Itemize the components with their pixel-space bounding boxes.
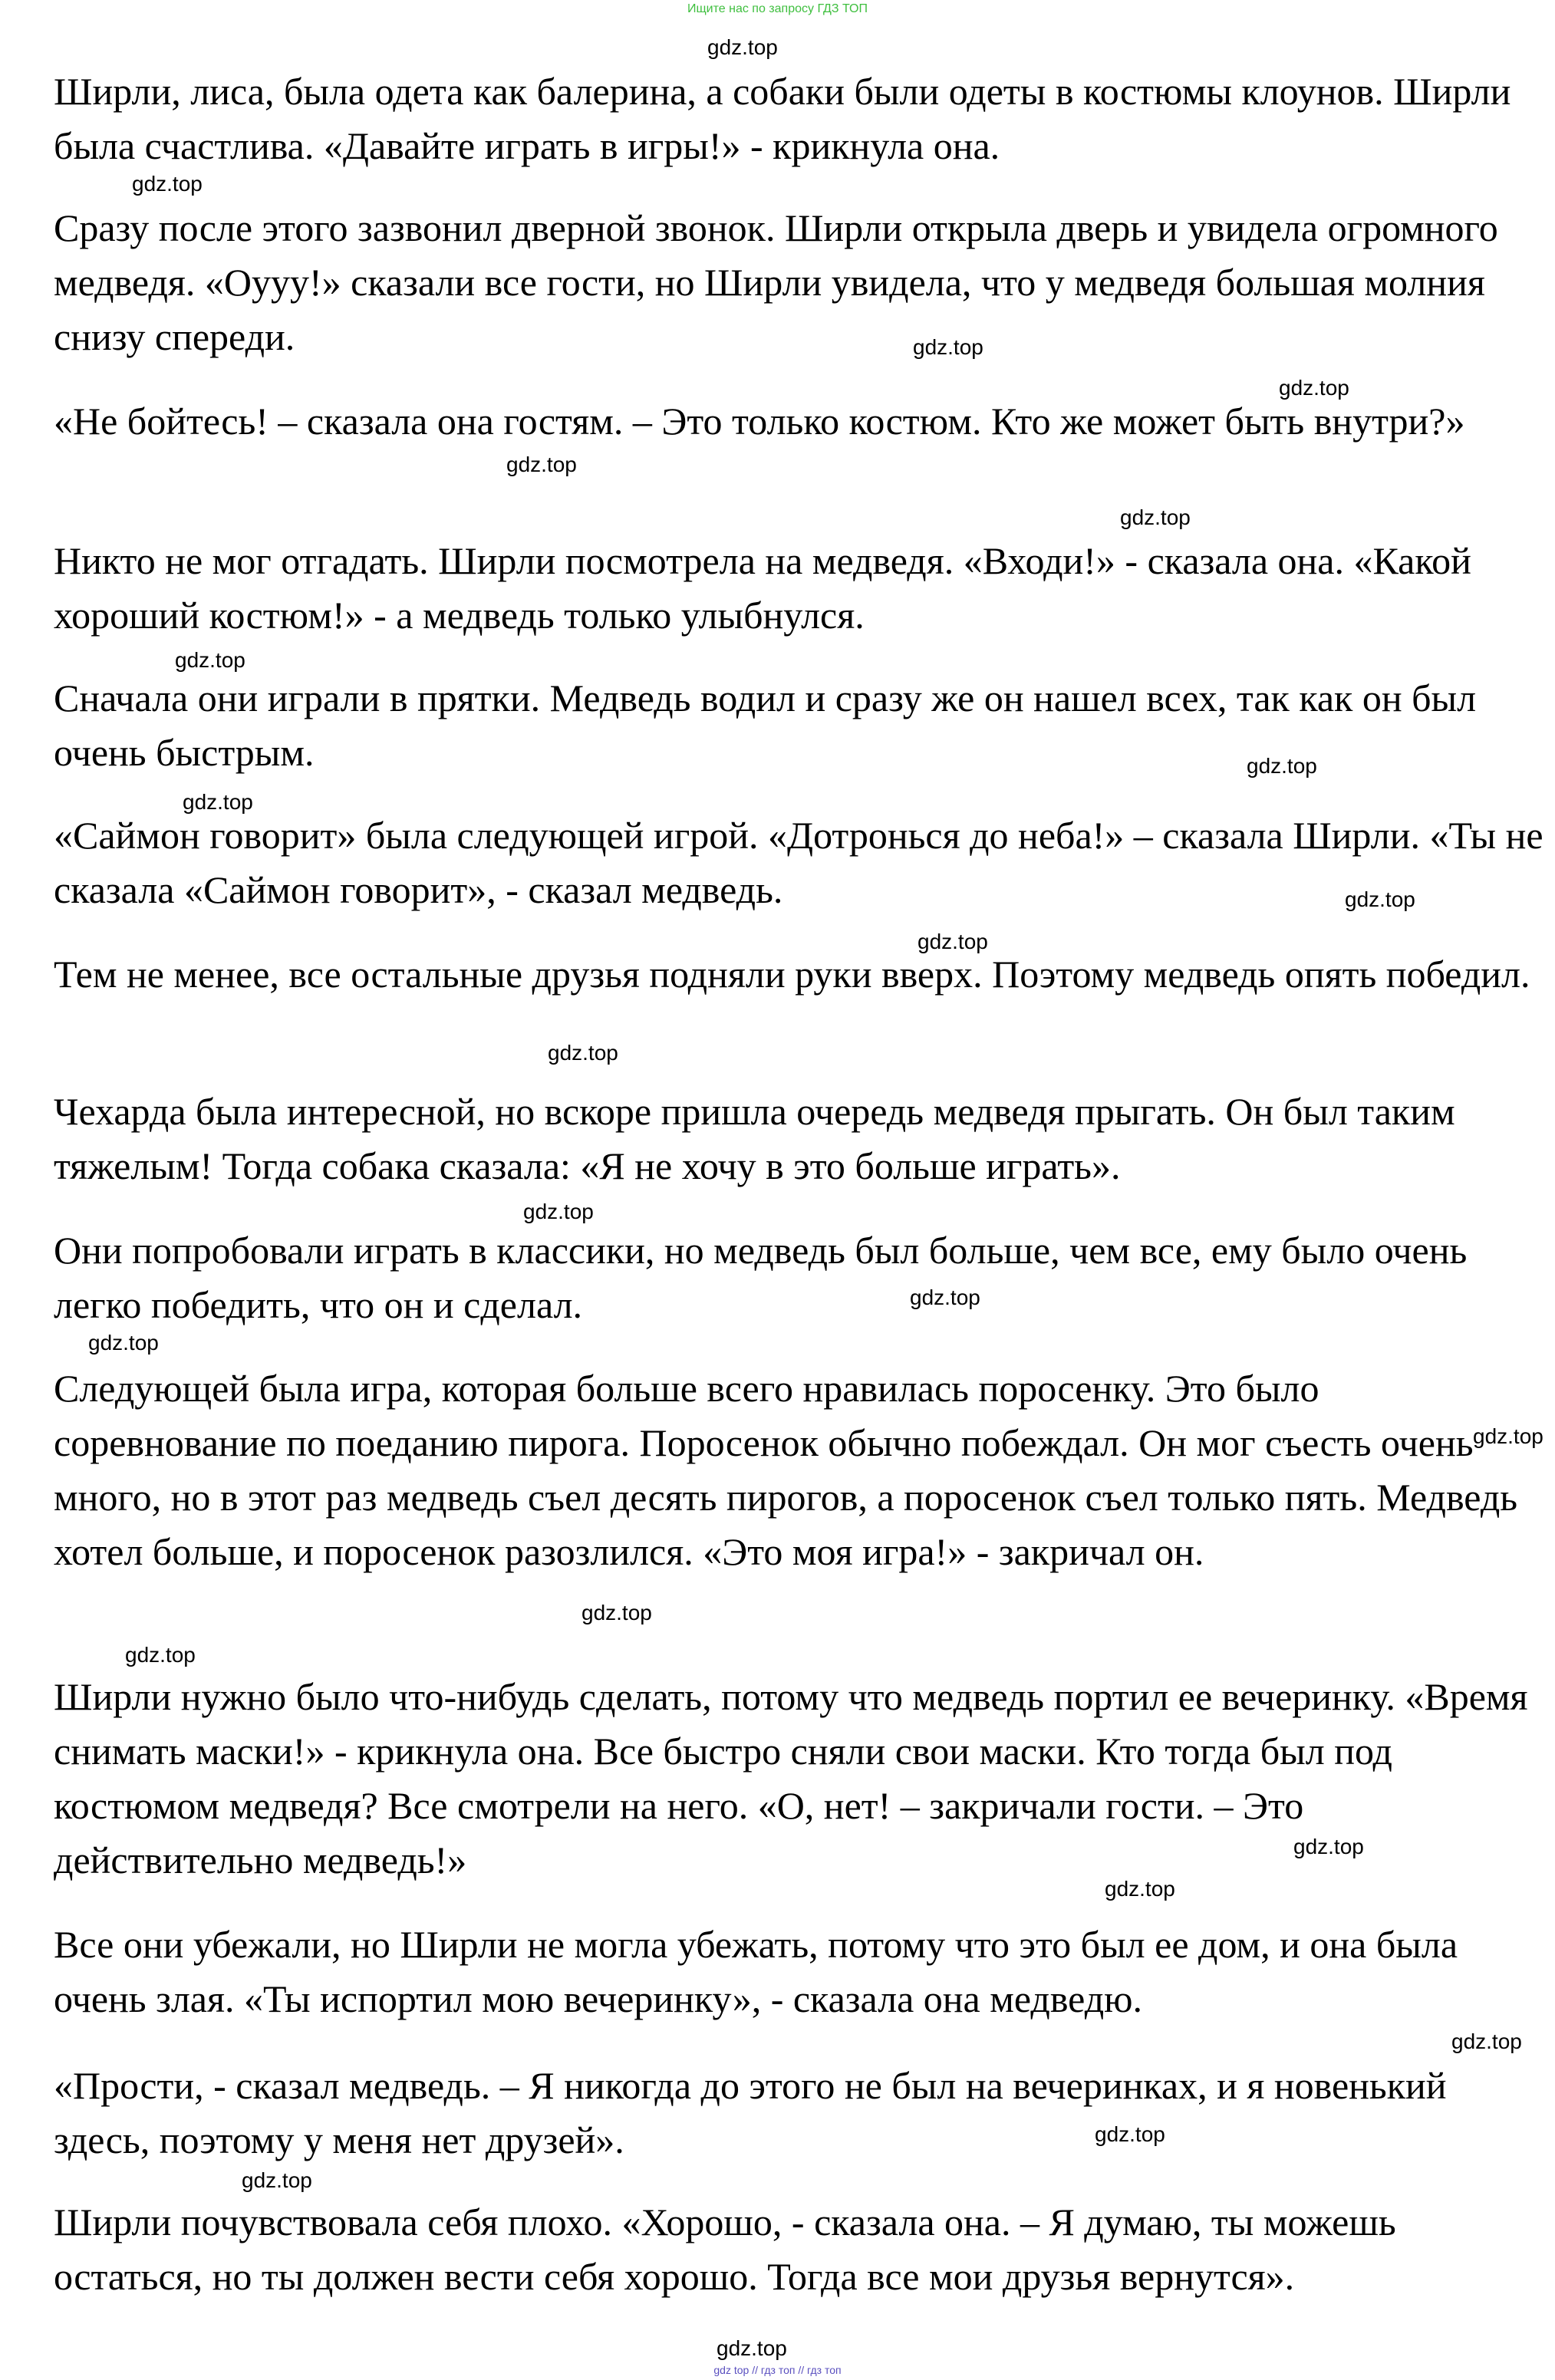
paragraph-12: Все они убежали, но Ширли не могла убежать, потому что это был ее дом, и она была очень злая. «Ты испортил мою вечеринку», - сказала она медведю. — [54, 1923, 1458, 2020]
watermark-text: gdz.top — [1293, 1835, 1364, 1858]
watermark-text: gdz.top — [125, 1643, 196, 1667]
watermark-text: gdz.top — [913, 335, 983, 359]
paragraph-6: «Саймон говорит» была следующей игрой. «Дотронься до неба!» – сказала Ширли. «Ты не сказала «Саймон говорит», - сказал медведь. — [54, 814, 1543, 911]
bottom-banner[interactable]: gdz top // гдз топ // гдз топ — [713, 2364, 842, 2376]
top-banner[interactable]: Ищите нас по запросу ГДЗ ТОП — [687, 2, 868, 15]
watermark-text: gdz.top — [1120, 505, 1191, 529]
watermark-text: gdz.top — [88, 1331, 159, 1355]
paragraph-8: Чехарда была интересной, но вскоре пришла очередь медведя прыгать. Он был таким тяжелым! Тогда собака сказала: «Я не хочу в это больше играть». — [54, 1090, 1455, 1187]
watermark-text: gdz.top — [242, 2168, 312, 2192]
paragraph-10: Следующей была игра, которая больше всего нравилась поросенку. Это было соревнование по поеданию пирога. Поросенок обычно побеждал. Он мог съесть очень много, но в этот раз медведь съел десять пирогов, а поросенок съел только пять. Медведь хотел больше, и поросенок разозлился. «Это моя игра!» - закричал он. — [54, 1367, 1518, 1573]
watermark-text: gdz.top — [1105, 1877, 1175, 1901]
watermark-text: gdz.top — [183, 790, 253, 814]
paragraph-1: Ширли, лиса, была одета как балерина, а собаки были одеты в костюмы клоунов. Ширли была счастлива. «Давайте играть в игры!» - крикнула она. — [54, 70, 1511, 167]
watermark-text: gdz.top — [707, 35, 778, 59]
paragraph-13: «Прости, - сказал медведь. – Я никогда до этого не был на вечеринках, и я новенький здесь, поэтому у меня нет друзей». — [54, 2064, 1447, 2161]
paragraph-3: «Не бойтесь! – сказала она гостям. – Это только костюм. Кто же может быть внутри?» — [54, 400, 1465, 443]
paragraph-4: Никто не мог отгадать. Ширли посмотрела на медведя. «Входи!» - сказала она. «Какой хороший костюм!» - а медведь только улыбнулся. — [54, 539, 1471, 637]
watermark-text: gdz.top — [581, 1601, 652, 1625]
watermark-text: gdz.top — [506, 453, 577, 476]
paragraph-7: Тем не менее, все остальные друзья подняли руки вверх. Поэтому медведь опять победил. — [54, 953, 1530, 996]
watermark-text: gdz.top — [175, 648, 245, 672]
watermark-text: gdz.top — [1247, 754, 1317, 778]
watermark-text: gdz.top — [717, 2336, 787, 2360]
watermark-text: gdz.top — [1279, 376, 1349, 400]
watermark-text: gdz.top — [918, 930, 988, 953]
watermark-text: gdz.top — [1473, 1424, 1543, 1448]
paragraph-11: Ширли нужно было что-нибудь сделать, потому что медведь портил ее вечеринку. «Время снимать маски!» - крикнула она. Все быстро сняли свои маски. Кто тогда был под костюмом медведя? Все смотрели на него. «О, нет! – закричали гости. – Это действительно медведь!» — [54, 1675, 1528, 1881]
paragraph-2: Сразу после этого зазвонил дверной звонок. Ширли открыла дверь и увидела огромного медведя. «Оууу!» сказали все гости, но Ширли увидела, что у медведя большая молния снизу спереди. — [54, 206, 1498, 358]
paragraph-14: Ширли почувствовала себя плохо. «Хорошо, - сказала она. – Я думаю, ты можешь остаться, но ты должен вести себя хорошо. Тогда все мои друзья вернутся». — [54, 2201, 1396, 2298]
paragraph-5: Сначала они играли в прятки. Медведь водил и сразу же он нашел всех, так как он был очень быстрым. — [54, 676, 1477, 774]
watermark-text: gdz.top — [132, 172, 203, 196]
paragraph-9: Они попробовали играть в классики, но медведь был больше, чем все, ему было очень легко победить, что он и сделал. — [54, 1229, 1468, 1326]
watermark-text: gdz.top — [1345, 887, 1415, 911]
watermark-text: gdz.top — [548, 1041, 618, 1065]
watermark-text: gdz.top — [1451, 2029, 1522, 2053]
watermark-text: gdz.top — [523, 1200, 594, 1223]
watermark-text: gdz.top — [910, 1285, 980, 1309]
watermark-text: gdz.top — [1095, 2122, 1165, 2146]
